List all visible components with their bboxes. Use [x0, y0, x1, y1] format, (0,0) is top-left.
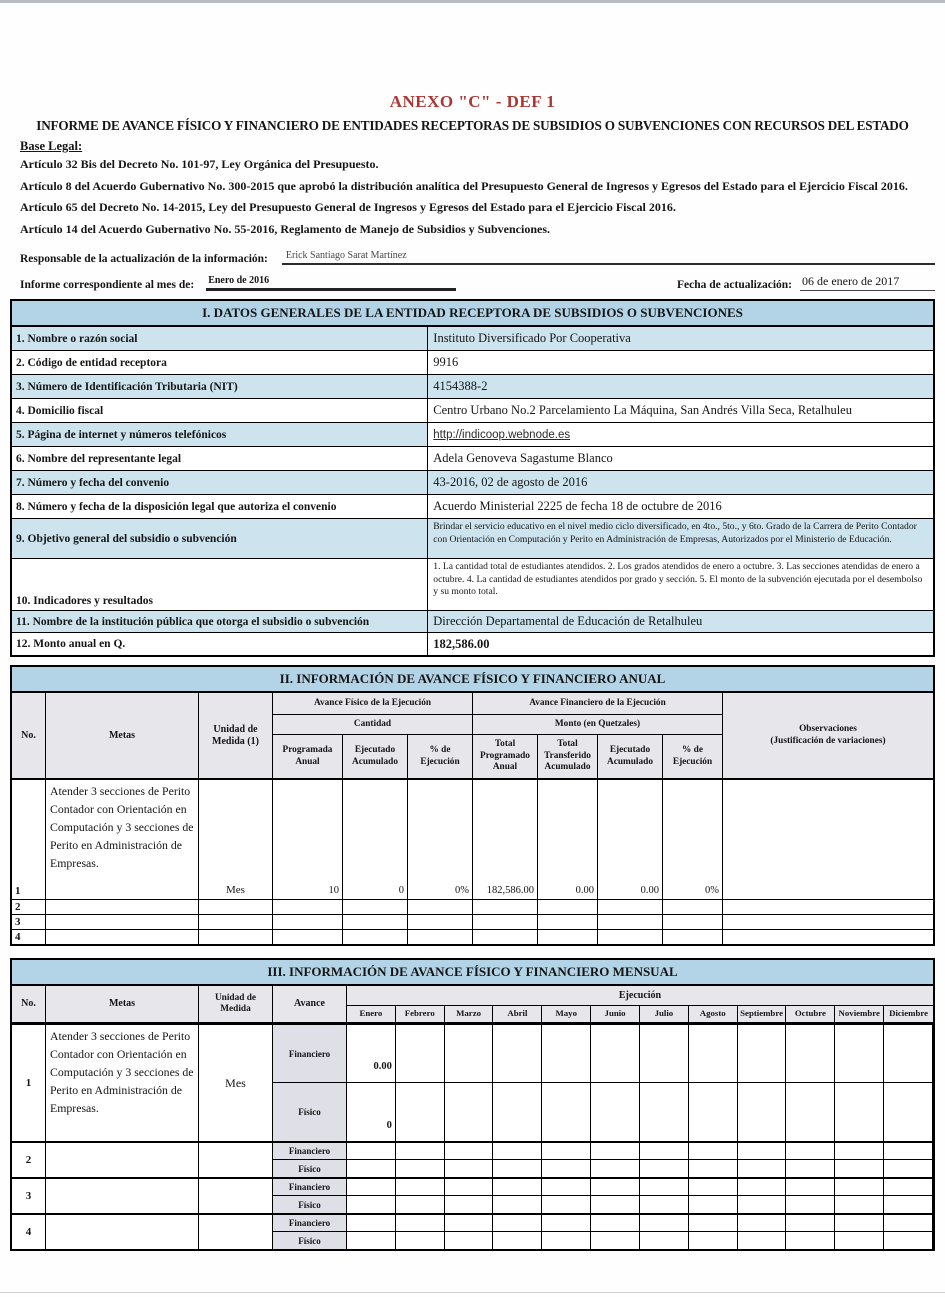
- unidad-medida-value: [199, 1215, 273, 1249]
- month-cell: [493, 1143, 542, 1160]
- month-cell: [396, 1196, 445, 1213]
- month-cell: [786, 1215, 835, 1232]
- month-cell: [640, 1160, 689, 1177]
- month-cell: [884, 1232, 933, 1249]
- month-cell: [689, 1215, 738, 1232]
- table-row: [12, 611, 933, 633]
- month-cell: [445, 1196, 494, 1213]
- meta-text: [46, 1215, 199, 1249]
- fecha-actualizacion: [677, 274, 935, 291]
- month-cell: [835, 1179, 884, 1196]
- month-cell: [591, 1179, 640, 1196]
- row-number: 4: [12, 930, 46, 945]
- empty-cell: [538, 900, 598, 915]
- empty-cell: [538, 915, 598, 930]
- field-label: 8. Número y fecha de la disposición legal que autoriza el convenio: [12, 495, 428, 518]
- col-group-cantidad: Cantidad: [273, 715, 473, 735]
- avance-financiero-label: Financiero: [273, 1179, 347, 1196]
- ejecutado-acumulado-fin-value: 0.00: [598, 780, 663, 899]
- informe-line: [10, 274, 935, 291]
- month-cell: [884, 1160, 933, 1177]
- unidad-medida-value: [199, 1179, 273, 1213]
- base-legal-item: Artículo 8 del Acuerdo Gubernativo No. 300-2015 que aprobó la distribución analítica del Presupuesto General de Ingresos y Egresos del Estado para el Ejercicio Fiscal 2016.: [20, 178, 908, 193]
- empty-cell: [343, 930, 408, 945]
- avance-financiero-label: Financiero: [273, 1143, 347, 1160]
- observaciones-value: [723, 780, 933, 899]
- field-value: 9916: [433, 355, 459, 369]
- table-row: [12, 1141, 933, 1177]
- annex-title: ANEXO "C" - DEF 1: [389, 92, 556, 111]
- empty-cell: [663, 915, 723, 930]
- ejecutado-acumulado-value: 0: [343, 780, 408, 899]
- month-cell: [835, 1083, 884, 1141]
- month-cell: [347, 1160, 396, 1177]
- empty-cell: [408, 930, 473, 945]
- empty-cell: [663, 900, 723, 915]
- month-cell: [542, 1196, 591, 1213]
- field-label: 6. Nombre del representante legal: [12, 447, 428, 470]
- month-cell: [396, 1232, 445, 1249]
- table-row: [12, 899, 933, 914]
- unidad-medida-value: Mes: [199, 780, 273, 899]
- empty-cell: [199, 915, 273, 930]
- month-cell: [591, 1232, 640, 1249]
- month-cell: [835, 1232, 884, 1249]
- month-cell: [542, 1232, 591, 1249]
- avance-fisico-label: Físico: [273, 1196, 347, 1213]
- annual-table-header: [12, 693, 933, 779]
- field-value: 182,586.00: [433, 636, 490, 651]
- row-number: 3: [12, 915, 46, 930]
- table-row: [12, 633, 933, 655]
- scan-artifact-bottom: [0, 1292, 945, 1293]
- responsable-label: Responsable de la actualización de la información:: [20, 253, 268, 265]
- field-label: 1. Nombre o razón social: [12, 327, 428, 350]
- responsable-line: [10, 250, 935, 265]
- month-cell: [347, 1196, 396, 1213]
- month-cell: [493, 1160, 542, 1177]
- col-header-no: No.: [12, 693, 46, 779]
- col-header-no: No.: [12, 986, 46, 1023]
- table-row: [12, 559, 933, 611]
- table-row: [12, 1177, 933, 1213]
- scan-artifact-top: [0, 0, 945, 3]
- month-cell: [493, 1215, 542, 1232]
- month-cell: [738, 1179, 787, 1196]
- meta-text: [46, 1143, 199, 1177]
- empty-cell: [273, 900, 343, 915]
- avance-financiero-label: Financiero: [273, 1215, 347, 1232]
- month-cell: [396, 1083, 445, 1141]
- month-header: Junio: [591, 1006, 640, 1023]
- table-row: [12, 519, 933, 559]
- month-header: Mayo: [542, 1006, 591, 1023]
- field-label: 11. Nombre de la institución pública que otorga el subsidio o subvención: [12, 611, 428, 632]
- month-header: Abril: [493, 1006, 542, 1023]
- month-cell: [640, 1143, 689, 1160]
- row-number: 3: [12, 1179, 46, 1213]
- meta-text: [46, 1179, 199, 1213]
- field-value: 43-2016, 02 de agosto de 2016: [433, 475, 588, 489]
- month-header: Diciembre: [884, 1006, 933, 1023]
- month-cell: [396, 1179, 445, 1196]
- field-value: Dirección Departamental de Educación de Retalhuleu: [433, 614, 703, 628]
- month-cell: [884, 1025, 933, 1083]
- month-cell: [738, 1083, 787, 1141]
- avance-financiero-label: Financiero: [273, 1025, 347, 1083]
- month-cell: [835, 1196, 884, 1213]
- month-cell: [591, 1025, 640, 1083]
- avance-fisico-label: Físico: [273, 1232, 347, 1249]
- month-cell: [640, 1215, 689, 1232]
- month-cell: [884, 1083, 933, 1141]
- table-row: [12, 423, 933, 447]
- month-cell: [347, 1143, 396, 1160]
- table-row: [12, 375, 933, 399]
- month-header: Noviembre: [835, 1006, 884, 1023]
- month-cell: [445, 1025, 494, 1083]
- month-cell: [738, 1215, 787, 1232]
- col-group-avance-financiero: Avance Financiero de la Ejecución: [473, 693, 723, 715]
- section2-header: II. INFORMACIÓN DE AVANCE FÍSICO Y FINANCIERO ANUAL: [10, 665, 935, 693]
- empty-cell: [598, 915, 663, 930]
- month-cell: [347, 1179, 396, 1196]
- table-row: [12, 929, 933, 944]
- field-label: 3. Número de Identificación Tributaria (NIT): [12, 375, 428, 398]
- empty-cell: [473, 915, 538, 930]
- field-label: 7. Número y fecha del convenio: [12, 471, 428, 494]
- table-row: [12, 327, 933, 351]
- month-cell: [689, 1196, 738, 1213]
- month-cell: [347, 1215, 396, 1232]
- table-row: [12, 399, 933, 423]
- field-label: 4. Domicilio fiscal: [12, 399, 428, 422]
- field-value: 1. La cantidad total de estudiantes atendidos. 2. Los grados atendidos de enero a octubre. 3. Las secciones atendidas de enero a octubre. 4. La cantidad de estudiantes atendidos por grado y sección. 5. El monto de la subvención ejecutada por el desembolso y su monto total.: [433, 561, 923, 597]
- month-cell: [347, 1232, 396, 1249]
- month-cell: [884, 1196, 933, 1213]
- month-cell: [445, 1215, 494, 1232]
- month-cell: [445, 1179, 494, 1196]
- month-cell: [786, 1083, 835, 1141]
- empty-cell: [343, 900, 408, 915]
- month-cell: [542, 1160, 591, 1177]
- month-cell: [835, 1143, 884, 1160]
- month-cell: [689, 1232, 738, 1249]
- table-row: [12, 779, 933, 899]
- fecha-value: 06 de enero de 2017: [800, 274, 935, 291]
- avance-fisico-label: Físico: [273, 1160, 347, 1177]
- col-header-avance: Avance: [273, 986, 347, 1023]
- col-header-ejecutado-acumulado: Ejecutado Acumulado: [343, 735, 408, 779]
- base-legal-item: Artículo 14 del Acuerdo Gubernativo No. 55-2016, Reglamento de Manejo de Subsidios y Subvenciones.: [20, 221, 551, 236]
- col-header-total-programado: Total Programado Anual: [473, 735, 538, 779]
- field-value: Adela Genoveva Sagastume Blanco: [433, 451, 613, 465]
- observaciones-subtitle: (Justificación de variaciones): [770, 735, 886, 746]
- col-header-programada-anual: Programada Anual: [273, 735, 343, 779]
- empty-cell: [408, 900, 473, 915]
- base-legal-item: Artículo 32 Bis del Decreto No. 101-97, Ley Orgánica del Presupuesto.: [20, 157, 379, 171]
- month-cell: [591, 1160, 640, 1177]
- empty-cell: [343, 915, 408, 930]
- website-link: http://indicoop.webnode.es: [428, 423, 933, 446]
- base-legal-item: Artículo 65 del Decreto No. 14-2015, Ley del Presupuesto General de Ingresos y Egresos del Estado para el Ejercicio Fiscal 2016.: [20, 200, 676, 214]
- empty-cell: [473, 900, 538, 915]
- annual-table: [10, 693, 935, 946]
- month-cell: [445, 1160, 494, 1177]
- col-header-metas: Metas: [46, 693, 199, 779]
- month-cell: [542, 1179, 591, 1196]
- page-title: INFORME DE AVANCE FÍSICO Y FINANCIERO DE ENTIDADES RECEPTORAS DE SUBSIDIOS O SUBVENCIONES CON RECURSOS DEL ESTADO: [36, 118, 909, 133]
- month-header: Febrero: [396, 1006, 445, 1023]
- month-cell: [396, 1160, 445, 1177]
- month-cell-enero-fisico: 0: [347, 1083, 396, 1141]
- month-cell: [591, 1215, 640, 1232]
- field-value: Acuerdo Ministerial 2225 de fecha 18 de octubre de 2016: [433, 499, 722, 513]
- empty-cell: [663, 930, 723, 945]
- row-number: 1: [12, 1025, 46, 1141]
- table-row: [12, 447, 933, 471]
- empty-cell: [199, 930, 273, 945]
- programada-anual-value: 10: [273, 780, 343, 899]
- total-transferido-value: 0.00: [538, 780, 598, 899]
- month-cell: [640, 1232, 689, 1249]
- pct-ejecucion-value: 0%: [408, 780, 473, 899]
- month-cell: [738, 1232, 787, 1249]
- empty-cell: [46, 930, 199, 945]
- month-header: Octubre: [786, 1006, 835, 1023]
- month-cell: [591, 1143, 640, 1160]
- month-cell: [786, 1232, 835, 1249]
- field-label: 10. Indicadores y resultados: [12, 559, 428, 610]
- row-number: 2: [12, 900, 46, 915]
- empty-cell: [473, 930, 538, 945]
- month-cell: [542, 1143, 591, 1160]
- field-value: Brindar el servicio educativo en el nivel medio ciclo diversificado, en 4to., 5to., y 6to. Grado de la Carrera de Perito Contador con Orientación en Computación y Perito en Administración de Empresas, Autorizados por el Ministerio de Educación.: [433, 521, 917, 545]
- month-cell: [542, 1215, 591, 1232]
- empty-cell: [723, 915, 933, 930]
- pct-ejecucion-fin-value: 0%: [663, 780, 723, 899]
- section1-header: I. DATOS GENERALES DE LA ENTIDAD RECEPTORA DE SUBSIDIOS O SUBVENCIONES: [10, 299, 935, 327]
- month-cell: [396, 1143, 445, 1160]
- month-cell: [396, 1025, 445, 1083]
- month-cell: [786, 1179, 835, 1196]
- field-label: 9. Objetivo general del subsidio o subvención: [12, 519, 428, 558]
- col-group-monto: Monto (en Quetzales): [473, 715, 723, 735]
- month-cell: [445, 1083, 494, 1141]
- month-cell: [786, 1160, 835, 1177]
- col-header-total-transferido: Total Transferido Acumulado: [538, 735, 598, 779]
- month-header: Marzo: [445, 1006, 494, 1023]
- table-row: [12, 914, 933, 929]
- month-cell: [689, 1179, 738, 1196]
- field-label: 5. Página de internet y números telefónicos: [12, 423, 428, 446]
- informe-mes-value: Enero de 2016: [206, 275, 456, 291]
- field-value: 4154388-2: [433, 379, 488, 393]
- row-number: 4: [12, 1215, 46, 1249]
- row-number: 1: [12, 780, 46, 899]
- month-cell: [591, 1196, 640, 1213]
- empty-cell: [598, 930, 663, 945]
- field-label: 12. Monto anual en Q.: [12, 633, 428, 655]
- section1-table: [10, 327, 935, 657]
- month-cell: [445, 1232, 494, 1249]
- month-header: Septiembre: [738, 1006, 787, 1023]
- month-cell: [835, 1025, 884, 1083]
- field-value: Instituto Diversificado Por Cooperativa: [433, 331, 631, 345]
- meta-text: Atender 3 secciones de Perito Contador con Orientación en Computación y 3 secciones de Perito en Administración de Empresas.: [46, 780, 199, 899]
- responsable-value: Erick Santiago Sarat Martínez: [282, 250, 935, 265]
- month-cell: [542, 1083, 591, 1141]
- empty-cell: [199, 900, 273, 915]
- month-cell: [884, 1179, 933, 1196]
- avance-fisico-label: Físico: [273, 1083, 347, 1141]
- month-cell: [835, 1160, 884, 1177]
- month-cell: [689, 1160, 738, 1177]
- empty-cell: [46, 900, 199, 915]
- table-row: [12, 471, 933, 495]
- month-cell: [591, 1083, 640, 1141]
- empty-cell: [46, 915, 199, 930]
- month-cell: [640, 1196, 689, 1213]
- month-header: Julio: [640, 1006, 689, 1023]
- month-cell: [493, 1232, 542, 1249]
- table-row: [12, 1023, 933, 1141]
- month-cell: [738, 1143, 787, 1160]
- month-cell: [738, 1196, 787, 1213]
- observaciones-title: Observaciones: [799, 724, 857, 734]
- month-cell: [493, 1196, 542, 1213]
- empty-cell: [273, 930, 343, 945]
- col-header-observaciones: [723, 693, 933, 779]
- month-cell: [786, 1196, 835, 1213]
- month-cell: [835, 1215, 884, 1232]
- month-cell: [640, 1083, 689, 1141]
- col-header-ejecutado-acumulado-fin: Ejecutado Acumulado: [598, 735, 663, 779]
- col-header-pct-ejecucion: % de Ejecución: [408, 735, 473, 779]
- monthly-table: [10, 986, 935, 1251]
- unidad-medida-value: [199, 1143, 273, 1177]
- month-cell-enero-financiero: 0.00: [347, 1025, 396, 1083]
- month-cell: [640, 1025, 689, 1083]
- month-cell: [493, 1179, 542, 1196]
- col-group-ejecucion: Ejecución: [347, 986, 933, 1006]
- table-row: [12, 1213, 933, 1249]
- col-header-unidad-medida: Unidad de Medida: [199, 986, 273, 1023]
- field-value: Centro Urbano No.2 Parcelamiento La Máquina, San Andrés Villa Seca, Retalhuleu: [433, 403, 852, 417]
- month-cell: [884, 1143, 933, 1160]
- fecha-label: Fecha de actualización:: [677, 279, 792, 291]
- row-number: 2: [12, 1143, 46, 1177]
- unidad-medida-value: Mes: [199, 1025, 273, 1141]
- month-header: Agosto: [689, 1006, 738, 1023]
- month-cell: [738, 1025, 787, 1083]
- col-header-unidad-medida: Unidad de Medida (1): [199, 693, 273, 779]
- empty-cell: [723, 930, 933, 945]
- month-cell: [786, 1025, 835, 1083]
- month-cell: [738, 1160, 787, 1177]
- total-programado-value: 182,586.00: [473, 780, 538, 899]
- empty-cell: [598, 900, 663, 915]
- month-cell: [396, 1215, 445, 1232]
- month-cell: [542, 1025, 591, 1083]
- empty-cell: [723, 900, 933, 915]
- field-label: 2. Código de entidad receptora: [12, 351, 428, 374]
- month-cell: [493, 1025, 542, 1083]
- month-header: Enero: [347, 1006, 396, 1023]
- month-cell: [689, 1025, 738, 1083]
- empty-cell: [273, 915, 343, 930]
- base-legal-block: [10, 139, 935, 240]
- month-cell: [689, 1083, 738, 1141]
- empty-cell: [538, 930, 598, 945]
- table-row: [12, 495, 933, 519]
- month-cell: [445, 1143, 494, 1160]
- month-cell: [689, 1143, 738, 1160]
- informe-mes-label: Informe correspondiente al mes de:: [20, 279, 195, 291]
- month-cell: [493, 1083, 542, 1141]
- monthly-table-header: [12, 986, 933, 1023]
- month-cell: [640, 1179, 689, 1196]
- table-row: [12, 351, 933, 375]
- meta-text: Atender 3 secciones de Perito Contador con Orientación en Computación y 3 secciones de Perito en Administración de Empresas.: [46, 1025, 199, 1141]
- month-cell: [884, 1215, 933, 1232]
- section3-header: III. INFORMACIÓN DE AVANCE FÍSICO Y FINANCIERO MENSUAL: [10, 958, 935, 986]
- month-cell: [786, 1143, 835, 1160]
- empty-cell: [408, 915, 473, 930]
- col-group-avance-fisico: Avance Físico de la Ejecución: [273, 693, 473, 715]
- base-legal-label: Base Legal:: [20, 139, 83, 153]
- col-header-metas: Metas: [46, 986, 199, 1023]
- col-header-pct-ejecucion-fin: % de Ejecución: [663, 735, 723, 779]
